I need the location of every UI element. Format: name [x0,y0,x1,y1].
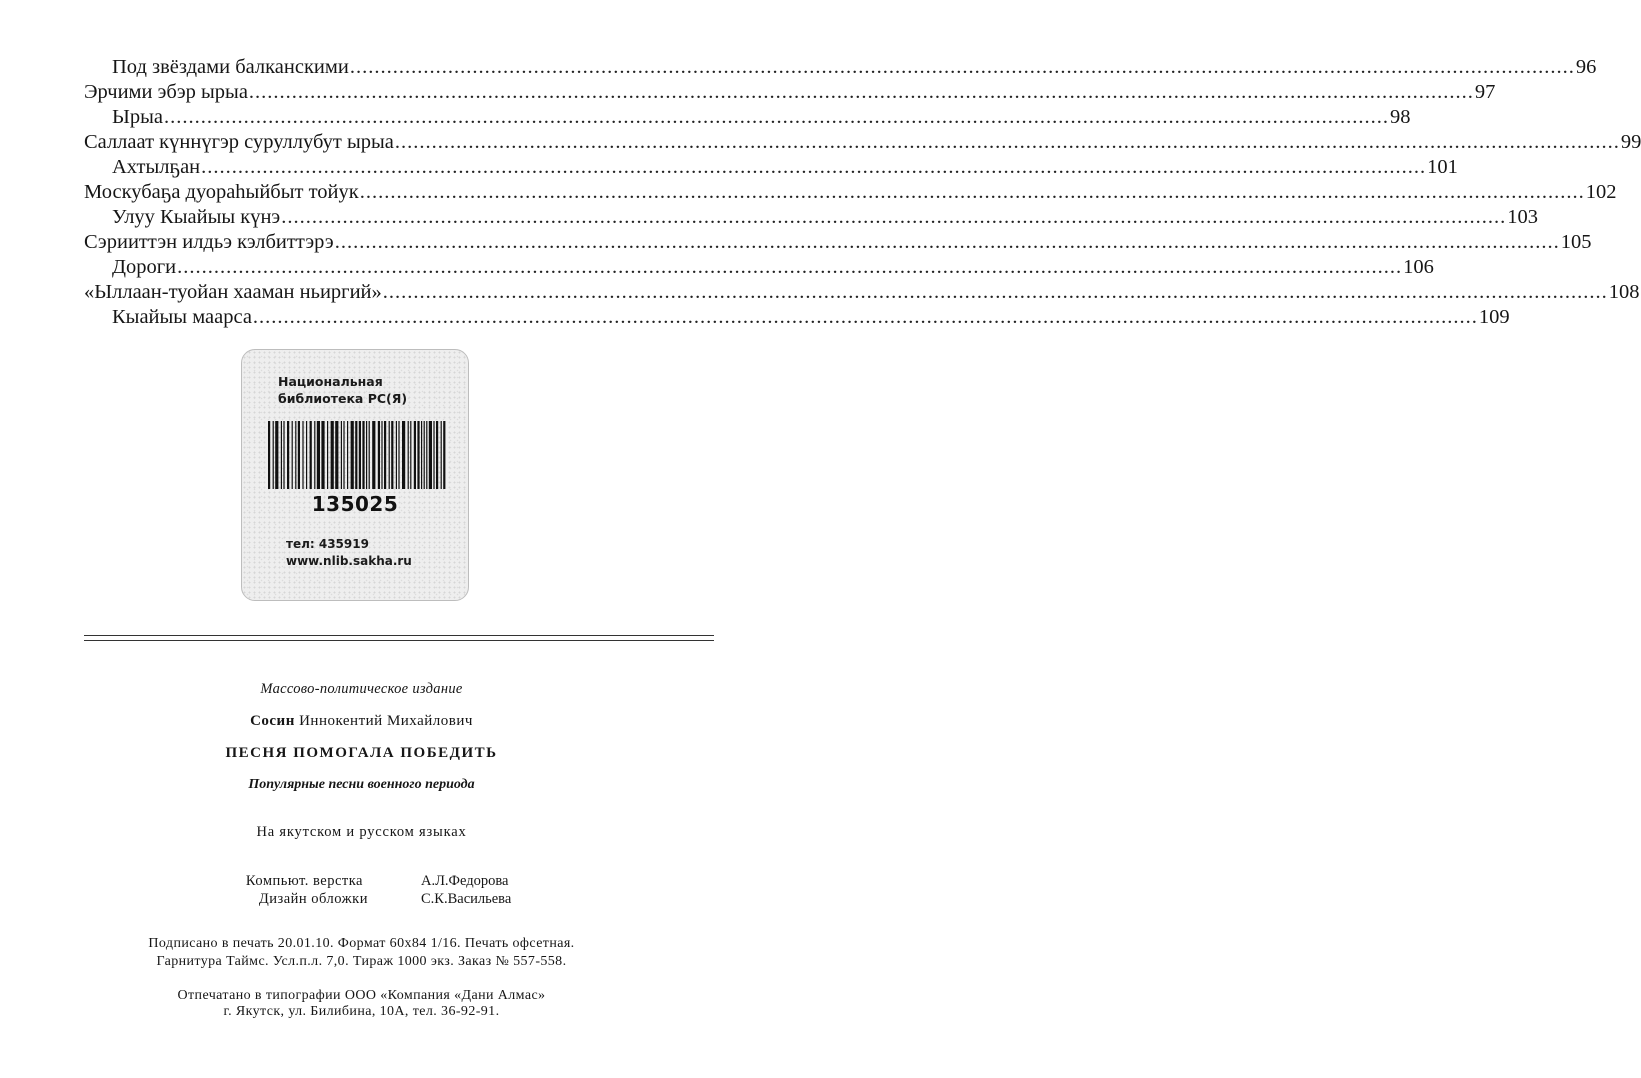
barcode-bar [302,421,303,489]
languages-note: На якутском и русском языках [256,824,467,840]
toc-dot-leader: ........................................................................................................................................................................................................ [334,231,1560,253]
printing-address: г. Якутск, ул. Билибина, 10А, тел. 36-92-91. [223,1004,500,1019]
barcode-bar [391,421,393,489]
toc-entry-title: Дороги [112,256,177,278]
barcode-bar [317,421,320,489]
barcode-bar [341,421,342,489]
barcode-bar [310,421,312,489]
book-subtitle: Популярные песни военного периода [248,777,475,792]
toc-entry [84,180,1617,205]
barcode-bar [421,421,422,489]
barcode-bar [372,421,375,489]
publishing-details: Подписано в печать 20.01.10. Формат 60x84 1/16. Печать офсетная. [148,936,575,951]
toc-entry-title: Сэрииттэн илдьэ кэлбиттэрэ [84,231,334,253]
toc-entry [84,305,1510,330]
barcode-bar [436,421,438,489]
barcode-bar [381,421,382,489]
barcode-bar [292,421,293,489]
author-surname: Сосин [250,713,295,729]
toc-entry [84,155,1458,180]
barcode-bar [362,421,364,489]
barcode-bar [343,421,344,489]
barcode-bar [443,421,445,489]
barcode-bar [355,421,357,489]
barcode-bar [306,421,307,489]
toc-entry-page: 98 [1390,106,1411,128]
barcode-bar [273,421,274,489]
printing-house: Отпечатано в типографии ООО «Компания «Дани Алмас» [177,988,546,1003]
barcode-bar [378,421,380,489]
toc-entry-page: 102 [1585,181,1617,203]
barcode-bar [347,421,348,489]
toc-entry [84,230,1592,255]
barcode-bar [283,421,284,489]
toc-entry-title: Эрчими эбэр ырыа [84,81,248,103]
barcode-bar [410,421,411,489]
toc-entry-page: 106 [1403,256,1434,278]
library-phone: тел: 435919 [286,537,369,551]
barcode-bar [281,421,282,489]
library-barcode-sticker [241,349,469,601]
credit-row [0,891,723,909]
barcode-bar [398,421,399,489]
credit-role: Компьют. верстка [245,873,363,889]
edition-type: Массово-политическое издание [260,681,463,697]
toc-dot-leader: ........................................................................................................................................................................................................ [201,156,1427,178]
barcode-bar [426,421,427,489]
toc-entry-title: Кыайыы маарса [112,306,252,328]
toc-entry-page: 109 [1478,306,1510,328]
toc-entry-page: 101 [1427,156,1458,178]
toc-dot-leader: ........................................................................................................................................................................................................ [281,206,1507,228]
toc-dot-leader: ........................................................................................................................................................................................................ [177,256,1403,278]
barcode-bar [389,421,390,489]
publishing-details: Гарнитура Таймс. Усл.п.л. 7,0. Тираж 1000 экз. Заказ № 557-558. [156,954,567,969]
library-name-line-1: Национальная [278,374,383,389]
table-of-contents [84,55,1641,330]
barcode-bar [369,421,370,489]
toc-entry [84,205,1538,230]
toc-dot-leader: ........................................................................................................................................................................................................ [248,81,1474,103]
barcode-bar [408,421,409,489]
barcode-icon [266,421,450,499]
credit-name: С.К.Васильева [421,891,512,907]
barcode-bar [287,421,289,489]
barcode-bar [366,421,367,489]
toc-entry [84,255,1434,280]
toc-entry-page: 105 [1560,231,1592,253]
toc-entry-title: Под звёздами балканскими [112,56,349,78]
barcode-bar [424,421,425,489]
book-title: ПЕСНЯ ПОМОГАЛА ПОБЕДИТЬ [225,745,498,761]
credit-name: А.Л.Федорова [421,873,509,889]
barcode-bar [384,421,386,489]
toc-dot-leader: ........................................................................................................................................................................................................ [164,106,1389,128]
toc-entry-page: 108 [1608,281,1640,303]
author-given-names: Иннокентий Михайлович [299,713,473,729]
barcode-bar [268,421,270,489]
toc-dot-leader: ........................................................................................................................................................................................................ [382,281,1608,303]
toc-dot-leader: ........................................................................................................................................................................................................ [394,131,1620,153]
toc-dot-leader: ........................................................................................................................................................................................................ [349,56,1575,78]
toc-entry-title: Улуу Кыайыы күнэ [112,206,281,228]
barcode-bar [295,421,296,489]
toc-entry [84,130,1641,155]
barcode-bar [321,421,324,489]
toc-entry [84,280,1640,305]
barcode-bar [417,421,419,489]
toc-entry [84,55,1597,80]
toc-entry [84,105,1411,130]
barcode-bar [429,421,432,489]
toc-entry-title: Саллаат күннүгэр суруллубут ырыа [84,131,394,153]
toc-entry-page: 99 [1620,131,1641,153]
toc-entry [84,80,1496,105]
credit-role: Дизайн обложки [258,891,368,907]
author-name [0,713,723,730]
credits [0,873,723,909]
barcode-bar [441,421,442,489]
toc-entry-title: Москубаҕа дуораһыйбыт тойук [84,181,359,203]
divider-line [84,640,714,641]
toc-entry-page: 97 [1474,81,1496,103]
barcode-bar [402,421,405,489]
barcode-bar [335,421,338,489]
toc-entry-page: 103 [1507,206,1538,228]
barcode-bar [359,421,361,489]
toc-entry-page: 96 [1575,56,1597,78]
barcode-number: 135025 [311,492,399,516]
barcode-bar [351,421,354,489]
library-website: www.nlib.sakha.ru [286,554,412,568]
toc-dot-leader: ........................................................................................................................................................................................................ [359,181,1585,203]
credit-row [0,873,723,891]
library-name-line-2: библиотека РС(Я) [278,391,408,406]
toc-entry-title: Ахтылҕан [112,156,201,178]
barcode-bar [327,421,328,489]
barcode-bar [275,421,278,489]
barcode-bar [331,421,334,489]
toc-entry-title: Ырыа [112,106,163,128]
barcode-bar [414,421,416,489]
barcode-bar [433,421,434,489]
toc-dot-leader: ........................................................................................................................................................................................................ [252,306,1478,328]
barcode-bar [314,421,315,489]
toc-entry-title: «Ыллаан-туойан хааман ньиргий» [84,281,382,303]
barcode-bar [298,421,300,489]
divider-line [84,635,714,636]
barcode-bar [396,421,397,489]
